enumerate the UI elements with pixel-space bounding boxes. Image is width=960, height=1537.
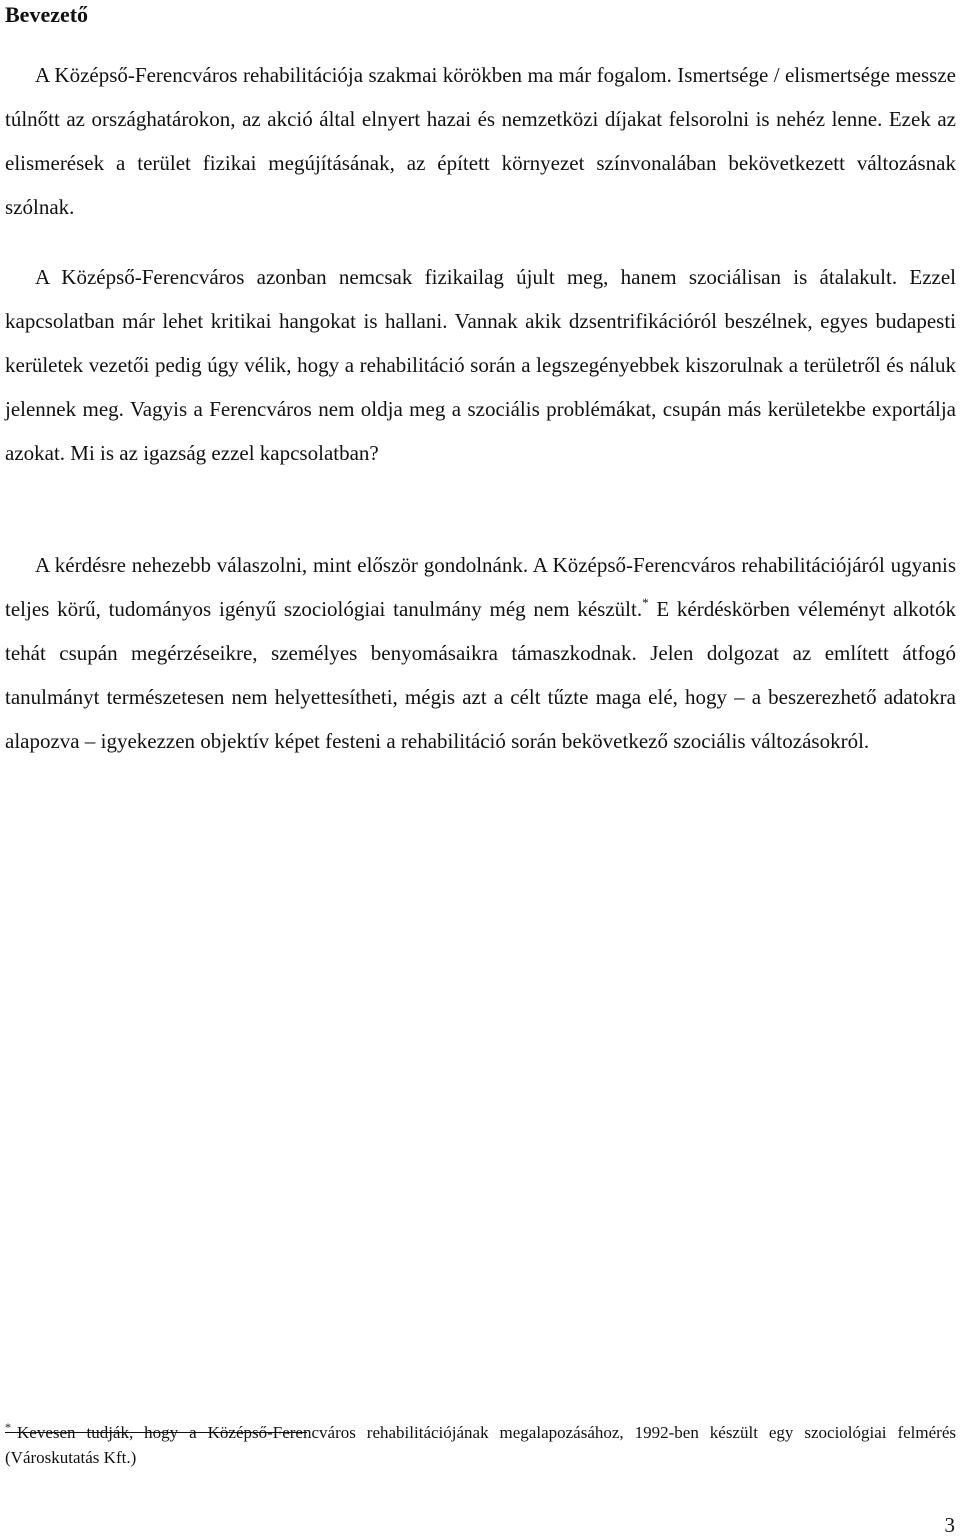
- footnote-mark: *: [5, 1420, 11, 1434]
- paragraph-aim-text-end: E kérdéskörben véleményt alkotók tehát csupán megérzéseikre, személyes benyomásaikra támaszkodnak. Jelen dolgozat az említett átfogó tanulmányt természetesen nem helyettesítheti, mégis azt a célt tűzte maga elé, hogy – a beszerezhető adatokra alapozva – igyekezzen objektív képet festeni a rehabilitáció során bekövetkező szociális változásokról.: [5, 597, 956, 753]
- section-heading: Bevezető: [5, 2, 89, 27]
- paragraph-social-change: [5, 255, 956, 475]
- paragraph-aim: [5, 543, 956, 763]
- page-number: 3: [944, 1513, 955, 1537]
- footnote: [5, 1420, 956, 1470]
- footnote-reference-mark: *: [642, 595, 649, 610]
- paragraph-social-change-text: A Középső-Ferencváros azonban nemcsak fizikailag újult meg, hanem szociálisan is átalakult. Ezzel kapcsolatban már lehet kritikai hangokat is hallani. Vannak akik dzsentrifikációról beszélnek, egyes budapesti kerületek vezetői pedig úgy vélik, hogy a rehabilitáció során a legszegényebbek kiszorulnak a területről és náluk jelennek meg. Vagyis a Ferencváros nem oldja meg a szociális problémákat, csupán más kerületekbe exportálja azokat. Mi is az igazság ezzel kapcsolatban?: [5, 265, 956, 465]
- paragraph-intro: [5, 53, 956, 229]
- paragraph-aim-text-start: A kérdésre nehezebb válaszolni, mint először gondolnánk. A Középső-Ferencváros rehabilitációjáról ugyanis teljes körű, tudományos igényű szociológiai tanulmány még nem készült.: [5, 553, 956, 621]
- paragraph-intro-text: A Középső-Ferencváros rehabilitációja szakmai körökben ma már fogalom. Ismertsége / elismertsége messze túlnőtt az országhatárokon, az akció által elnyert hazai és nemzetközi díjakat felsorolni is nehéz lenne. Ezek az elismerések a terület fizikai megújításának, az épített környezet színvonalában bekövetkezett változásnak szólnak.: [5, 63, 956, 219]
- footnote-text: Kevesen tudják, hogy a Középső-Ferencváros rehabilitációjának megalapozásához, 1992-ben készült egy szociológiai felmérés (Városkutatás Kft.): [5, 1423, 956, 1467]
